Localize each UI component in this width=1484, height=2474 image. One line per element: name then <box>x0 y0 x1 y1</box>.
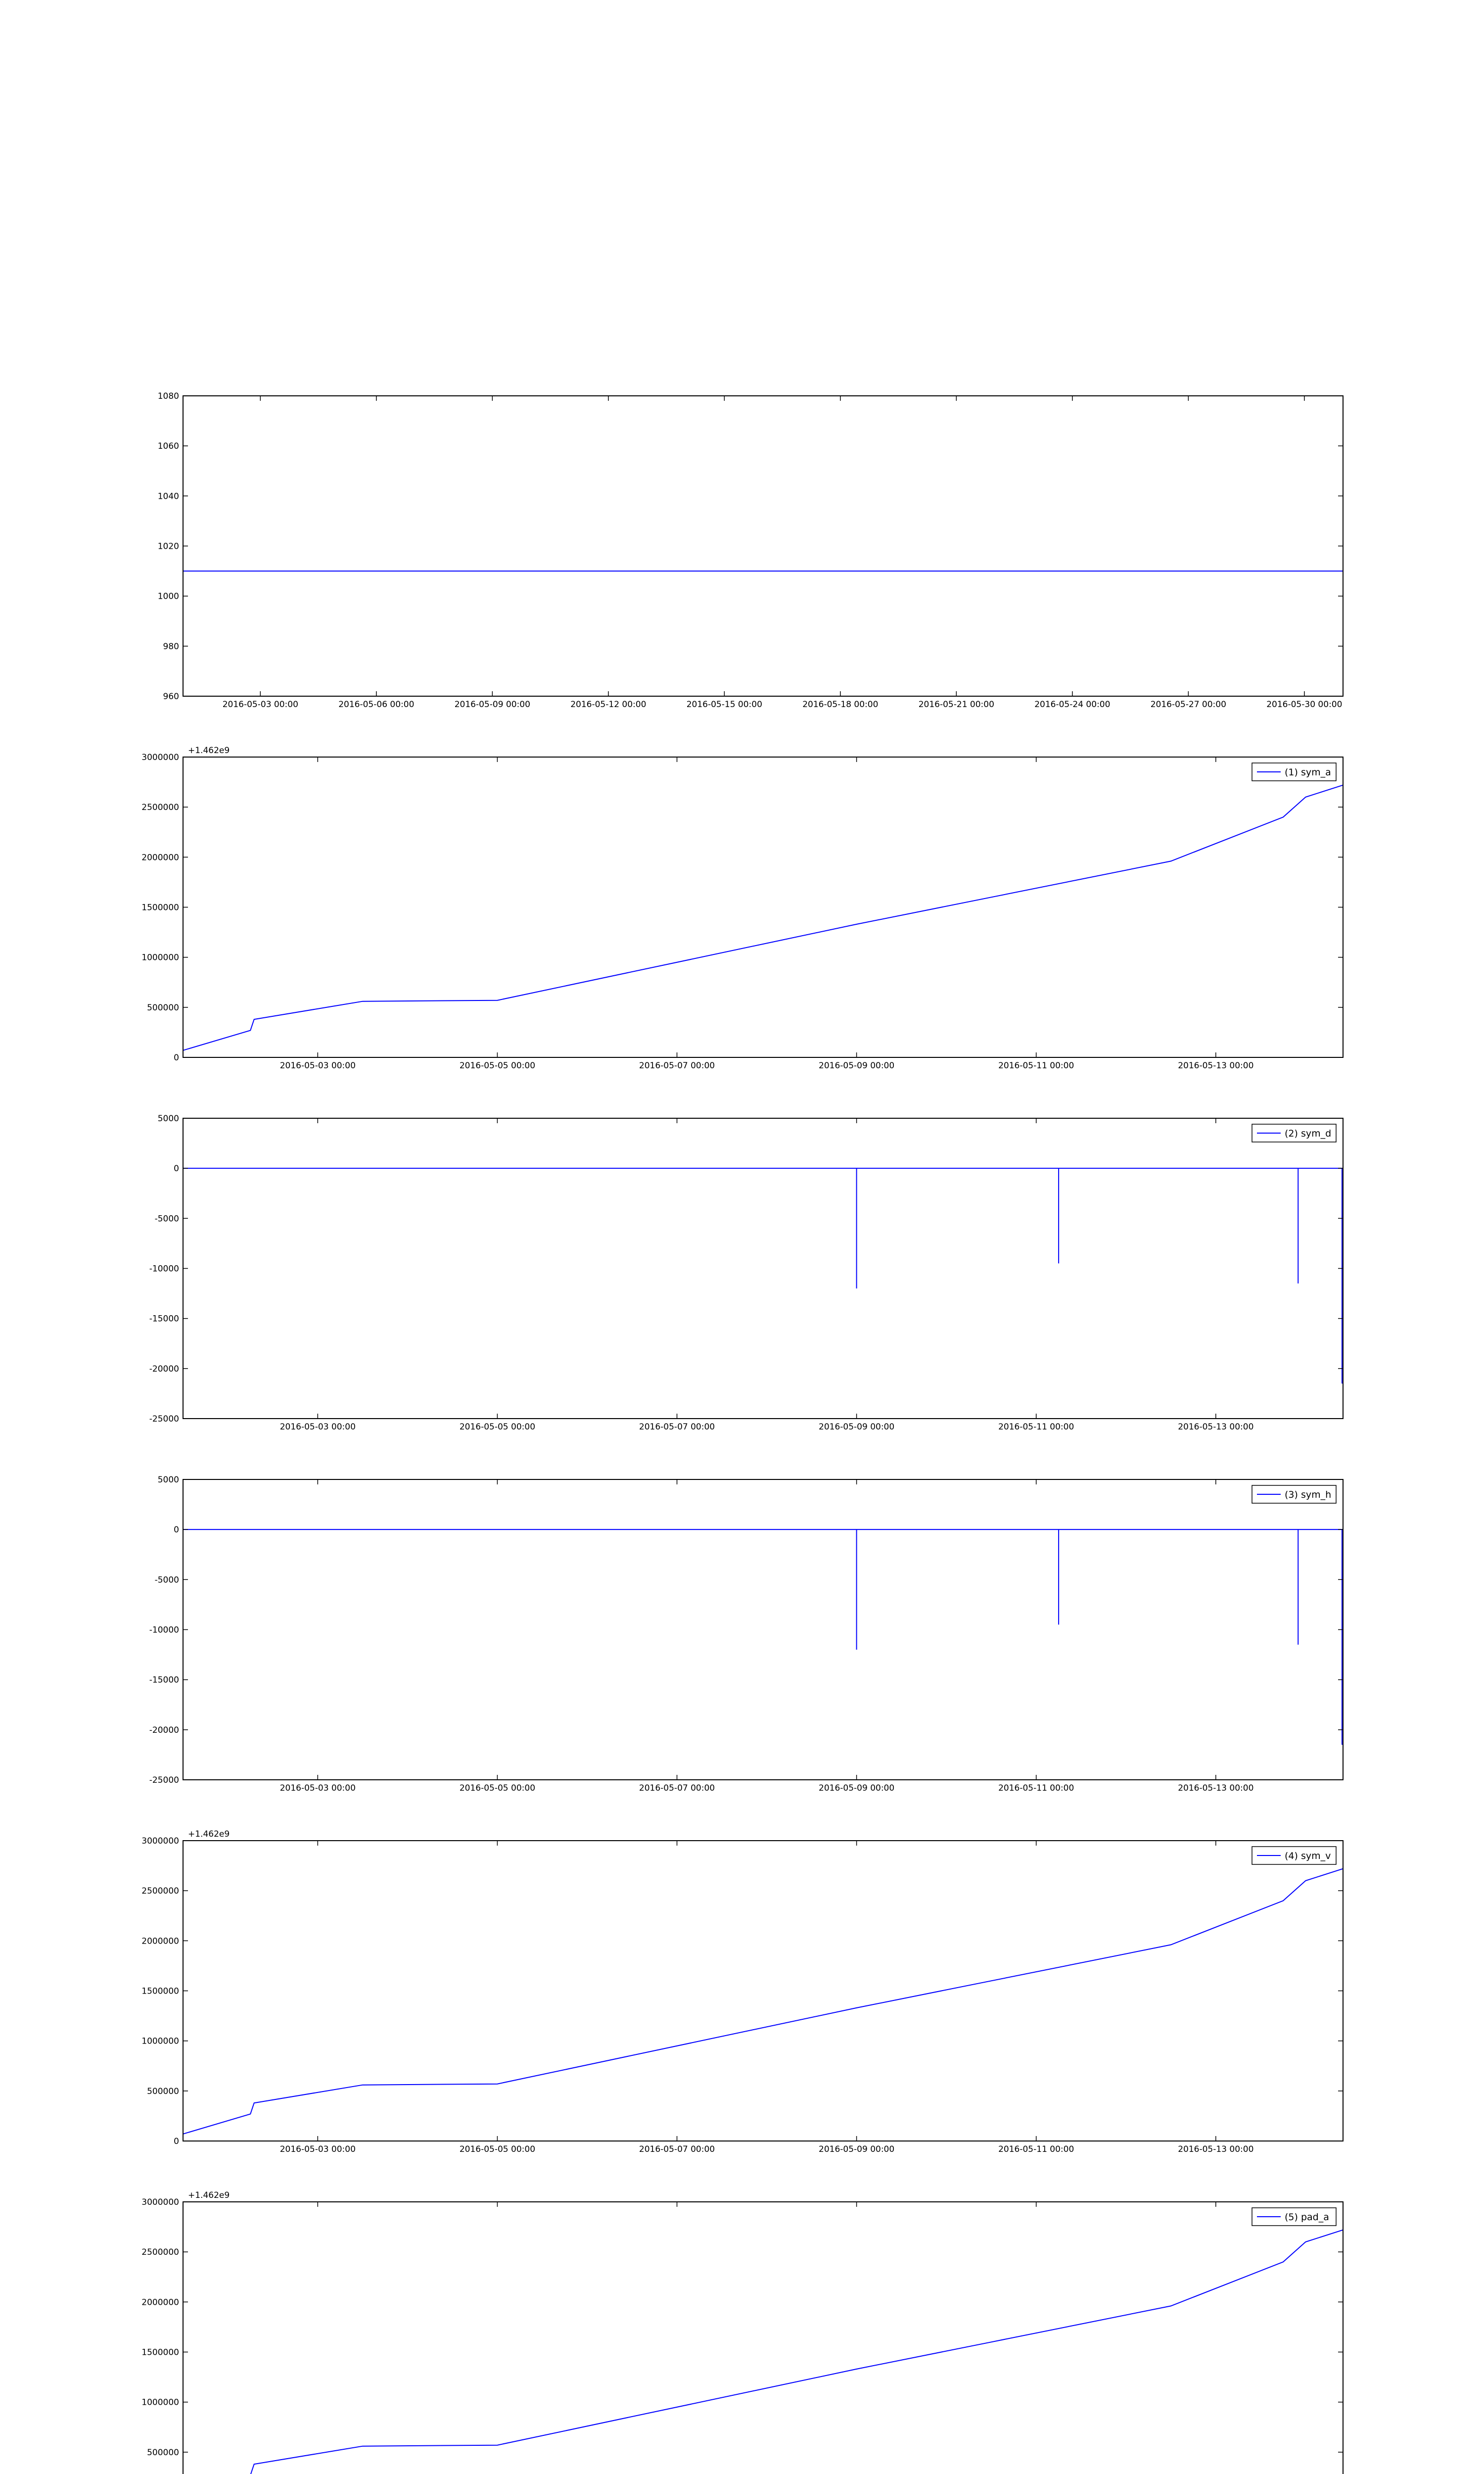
series-line <box>183 785 1343 1050</box>
x-tick-label: 2016-05-05 00:00 <box>459 1061 536 1071</box>
y-tick-label: 2500000 <box>141 803 179 813</box>
x-tick-label: 2016-05-30 00:00 <box>1266 700 1343 710</box>
chart-panel-3 <box>149 1114 1343 1432</box>
x-tick-label: 2016-05-03 00:00 <box>222 700 298 710</box>
axes-frame <box>183 1118 1343 1419</box>
x-tick-label: 2016-05-12 00:00 <box>570 700 647 710</box>
y-tick-label: 2000000 <box>141 1936 179 1947</box>
y-tick-label: -10000 <box>149 1264 179 1274</box>
chart-panel-2 <box>141 746 1343 1071</box>
y-tick-label: -20000 <box>149 1364 179 1374</box>
y-tick-label: 500000 <box>147 1002 179 1013</box>
y-tick-label: 0 <box>174 1053 179 1063</box>
x-tick-label: 2016-05-13 00:00 <box>1178 1061 1254 1071</box>
x-tick-label: 2016-05-03 00:00 <box>279 2144 356 2154</box>
y-tick-label: -15000 <box>149 1314 179 1324</box>
y-tick-label: 3000000 <box>141 1836 179 1846</box>
y-tick-label: -20000 <box>149 1725 179 1735</box>
x-tick-label: 2016-05-05 00:00 <box>459 1783 536 1793</box>
x-tick-label: 2016-05-07 00:00 <box>639 1422 715 1432</box>
legend <box>1252 763 1336 781</box>
y-tick-label: 1500000 <box>141 1986 179 1997</box>
legend-label: (1) sym_a <box>1285 767 1331 778</box>
y-tick-label: -5000 <box>154 1214 179 1224</box>
y-offset-label: +1.462e9 <box>188 2190 230 2200</box>
y-tick-label: -25000 <box>149 1775 179 1785</box>
x-tick-label: 2016-05-05 00:00 <box>459 2144 536 2154</box>
x-tick-label: 2016-05-13 00:00 <box>1178 2144 1254 2154</box>
y-tick-label: 5000 <box>157 1114 179 1124</box>
series-line <box>183 2230 1343 2474</box>
x-tick-label: 2016-05-21 00:00 <box>918 700 994 710</box>
axes-frame <box>183 757 1343 1057</box>
y-tick-label: 500000 <box>147 2447 179 2458</box>
y-tick-label: 1000000 <box>141 2397 179 2408</box>
y-offset-label: +1.462e9 <box>188 1829 230 1839</box>
x-tick-label: 2016-05-09 00:00 <box>819 1783 895 1793</box>
chart-panel-4 <box>149 1475 1343 1793</box>
legend <box>1252 1485 1336 1503</box>
legend <box>1252 1124 1336 1142</box>
x-tick-label: 2016-05-11 00:00 <box>998 1783 1074 1793</box>
y-tick-label: 1500000 <box>141 2347 179 2358</box>
legend-label: (4) sym_v <box>1285 1851 1331 1861</box>
x-tick-label: 2016-05-06 00:00 <box>338 700 415 710</box>
y-tick-label: 960 <box>163 692 179 702</box>
y-tick-label: 2500000 <box>141 2247 179 2258</box>
x-tick-label: 2016-05-03 00:00 <box>279 1422 356 1432</box>
x-tick-label: 2016-05-15 00:00 <box>686 700 762 710</box>
x-tick-label: 2016-05-24 00:00 <box>1034 700 1111 710</box>
y-tick-label: 2000000 <box>141 2297 179 2308</box>
axes-frame <box>183 396 1343 696</box>
y-tick-label: 1500000 <box>141 903 179 913</box>
legend <box>1252 1847 1336 1864</box>
axes-frame <box>183 1479 1343 1780</box>
x-tick-label: 2016-05-13 00:00 <box>1178 1783 1254 1793</box>
y-tick-label: 1040 <box>157 491 179 502</box>
y-tick-label: 3000000 <box>141 2197 179 2207</box>
x-tick-label: 2016-05-09 00:00 <box>819 1061 895 1071</box>
axes-frame <box>183 2202 1343 2474</box>
y-tick-label: 1080 <box>157 391 179 401</box>
y-tick-label: 1020 <box>157 541 179 552</box>
x-tick-label: 2016-05-11 00:00 <box>998 2144 1074 2154</box>
x-tick-label: 2016-05-27 00:00 <box>1150 700 1226 710</box>
x-tick-label: 2016-05-07 00:00 <box>639 1783 715 1793</box>
x-tick-label: 2016-05-07 00:00 <box>639 2144 715 2154</box>
x-tick-label: 2016-05-18 00:00 <box>802 700 879 710</box>
x-tick-label: 2016-05-07 00:00 <box>639 1061 715 1071</box>
y-tick-label: 980 <box>163 641 179 652</box>
y-tick-label: 2500000 <box>141 1886 179 1897</box>
legend <box>1252 2208 1336 2226</box>
chart-panel-6 <box>141 2190 1343 2474</box>
y-tick-label: 1000000 <box>141 952 179 963</box>
y-tick-label: 2000000 <box>141 853 179 863</box>
chart-panel-5 <box>141 1829 1343 2154</box>
x-tick-label: 2016-05-09 00:00 <box>819 1422 895 1432</box>
y-tick-label: -10000 <box>149 1625 179 1635</box>
y-tick-label: 5000 <box>157 1475 179 1485</box>
legend-label: (5) pad_a <box>1285 2212 1329 2223</box>
x-tick-label: 2016-05-13 00:00 <box>1178 1422 1254 1432</box>
y-tick-label: 1000 <box>157 591 179 602</box>
y-tick-label: 1060 <box>157 441 179 452</box>
y-tick-label: 0 <box>174 1164 179 1174</box>
y-tick-label: -25000 <box>149 1414 179 1424</box>
y-tick-label: 3000000 <box>141 753 179 762</box>
chart-panel-1 <box>158 391 1343 710</box>
axes-frame <box>183 1841 1343 2141</box>
series-line <box>183 1869 1343 2134</box>
x-tick-label: 2016-05-11 00:00 <box>998 1061 1074 1071</box>
y-tick-label: 1000000 <box>141 2036 179 2046</box>
x-tick-label: 2016-05-09 00:00 <box>454 700 530 710</box>
x-tick-label: 2016-05-09 00:00 <box>819 2144 895 2154</box>
legend-label: (2) sym_d <box>1285 1128 1332 1139</box>
y-offset-label: +1.462e9 <box>188 746 230 756</box>
x-tick-label: 2016-05-05 00:00 <box>459 1422 536 1432</box>
y-tick-label: 0 <box>174 2137 179 2146</box>
x-tick-label: 2016-05-03 00:00 <box>279 1783 356 1793</box>
y-tick-label: 0 <box>174 1525 179 1535</box>
y-tick-label: 500000 <box>147 2086 179 2096</box>
y-tick-label: -15000 <box>149 1675 179 1685</box>
y-tick-label: -5000 <box>154 1575 179 1585</box>
x-tick-label: 2016-05-11 00:00 <box>998 1422 1074 1432</box>
legend-label: (3) sym_h <box>1285 1489 1332 1500</box>
x-tick-label: 2016-05-03 00:00 <box>279 1061 356 1071</box>
